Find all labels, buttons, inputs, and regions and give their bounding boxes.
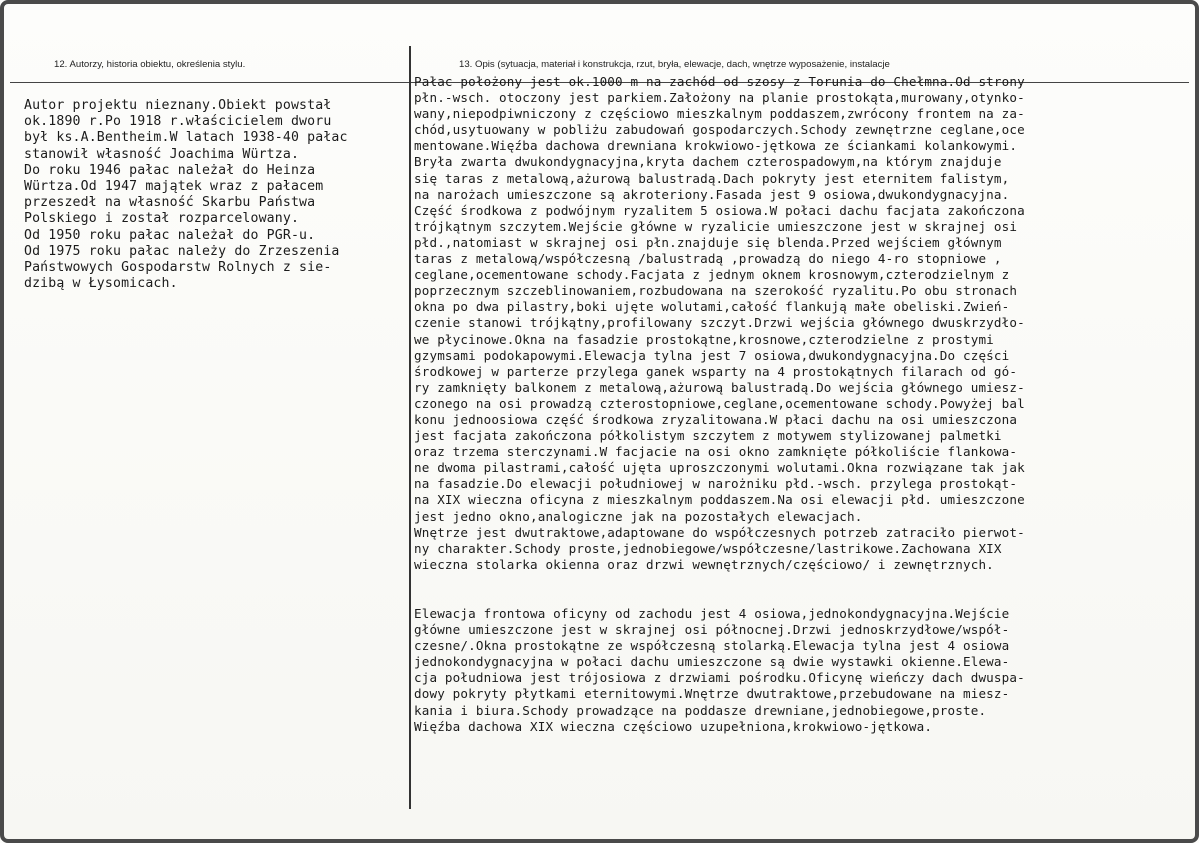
history-text: Autor projektu nieznany.Obiekt powstał ok.1890 r.Po 1918 r.właścicielem dworu był ks.A.Bentheim.W latach 1938-40 pałac stanowił własność Joachima Würtza. Do roku 1946 pałac należał do Heinza Würtza.Od 1947 majątek wraz z pałacem przeszedł na własność Skarbu Państwa Polskiego i został rozparcelowany. Od 1950 roku pałac należał do PGR-u. Od 1975 roku pałac należy do Zrzeszenia Państwowych Gospodarstw Rolnych z sie- dzibą w Łysomicach. [24,98,348,292]
annex-description-text: Elewacja frontowa oficyny od zachodu jest 4 osiowa,jednokondygnacyjna.Wejście główne umieszczone jest w skrajnej osi północnej.Drzwi jednoskrzydłowe/współ- czesne/.Okna prostokątne ze współczesną stolarką.Elewacja tylna jest 4 osiowa jednokondygnacyjna w połaci dachu umieszczone są dwie wystawki okienne.Elewa- cja południowa jest trójosiowa z drzwiami pośrodku.Oficynę wieńczy dach dwuspa- dowy pokryty płytkami eternitowymi.Wnętrze dwutraktowe,przebudowane na miesz- kania i biura.Schody prowadzące na poddasze drewniane,jednobiegowe,proste. Więźba dachowa XIX wieczna częściowo uzupełniona,krokwiowo-jętkowa. [414,606,1025,734]
section-13-heading: 13. Opis (sytuacja, materiał i konstrukcja, rzut, bryła, elewacje, dach, wnętrze wyposażenie, instalacje [459,59,890,70]
column-divider [409,46,411,809]
section-12-heading: 12. Autorzy, historia obiektu, określenia stylu. [54,59,246,70]
description-text: Pałac położony jest ok.1000 m na zachód od szosy z Torunia do Chełmna.Od strony płn.-wsch. otoczony jest parkiem.Założony na planie prostokąta,murowany,otynko- wany,niepodpiwniczony z częściowo mieszkalnym poddaszem,zwrócony frontem na za- chód,usytuowany w pobliżu zabudowań gospodarczych.Schody zewnętrzne ceglane,oce mentowane.Więźba dachowa drewniana krokwiowo-jętkowa ze ściankami kolankowymi. Bryła zwarta dwukondygnacyjna,kryta dachem czterospadowym,na którym znajduje się taras z metalową,ażurową balustradą.Dach pokryty jest eternitem falistym, na narożach umieszczone są akroteriony.Fasada jest 9 osiowa,dwukondygnacyjna. Część środkowa z podwójnym ryzalitem 5 osiowa.W połaci dachu facjata zakończona trójkątnym szczytem.Wejście główne w ryzalicie umieszczone jest w skrajnej osi płd.,natomiast w skrajnej osi płn.znajduje się blenda.Przed wejściem głównym taras z metalową/współczesną /balustradą ,prowadzą do niego 4-ro stopniowe , ceglane,ocementowane schody.Facjata z jednym oknem krosnowym,czterodzielnym z poprzecznym szczeblinowaniem,rozbudowana na szerokość ryzalitu.Po obu stronach okna po dwa pilastry,boki ujęte wolutami,całość flankują małe obeliski.Zwień- czenie stanowi trójkątny,profilowany szczyt.Drzwi wejścia głównego dwuskrzydło- we płycinowe.Okna na fasadzie prostokątne,krosnowe,czterodzielne z prostymi gzymsami podokapowymi.Elewacja tylna jest 7 osiowa,dwukondygnacyjna.Do części środkowej w parterze przylega ganek wsparty na 4 prostokątnych filarach od gó- ry zamknięty balkonem z metalową,ażurową balustradą.Do wejścia głównego umiesz- czonego na osi prowadzą czterostopniowe,ceglane,ocementowane schody.Powyżej bal konu jednoosiowa część środkowa zryzalitowana.W płaci dachu na osi umieszczona jest facjata zakończona półkolistym szczytem z motywem stylizowanej palmetki oraz trzema sterczynami.W facjacie na osi okno zamknięte półkoliście flankowa- ne dwoma pilastrami,całość ujęta uproszczonymi wolutami.Okna rozwiązane tak jak na fasadzie.Do elewacji południowej w narożniku płd.-wsch. przylega prostokąt- na XIX wieczna oficyna z mieszkalnym poddaszem.Na osi elewacji płd. umieszczone jest jedno okno,analogiczne jak na pozostałych elewacjach. Wnętrze jest dwutraktowe,adaptowane do współczesnych potrzeb zatraciło pierwot- ny charakter.Schody proste,jednobiegowe/współczesne/lastrikowe.Zachowana XIX wieczna stolarka okienna oraz drzwi wewnętrznych/częściowo/ i zewnętrznych. [414,74,1025,572]
